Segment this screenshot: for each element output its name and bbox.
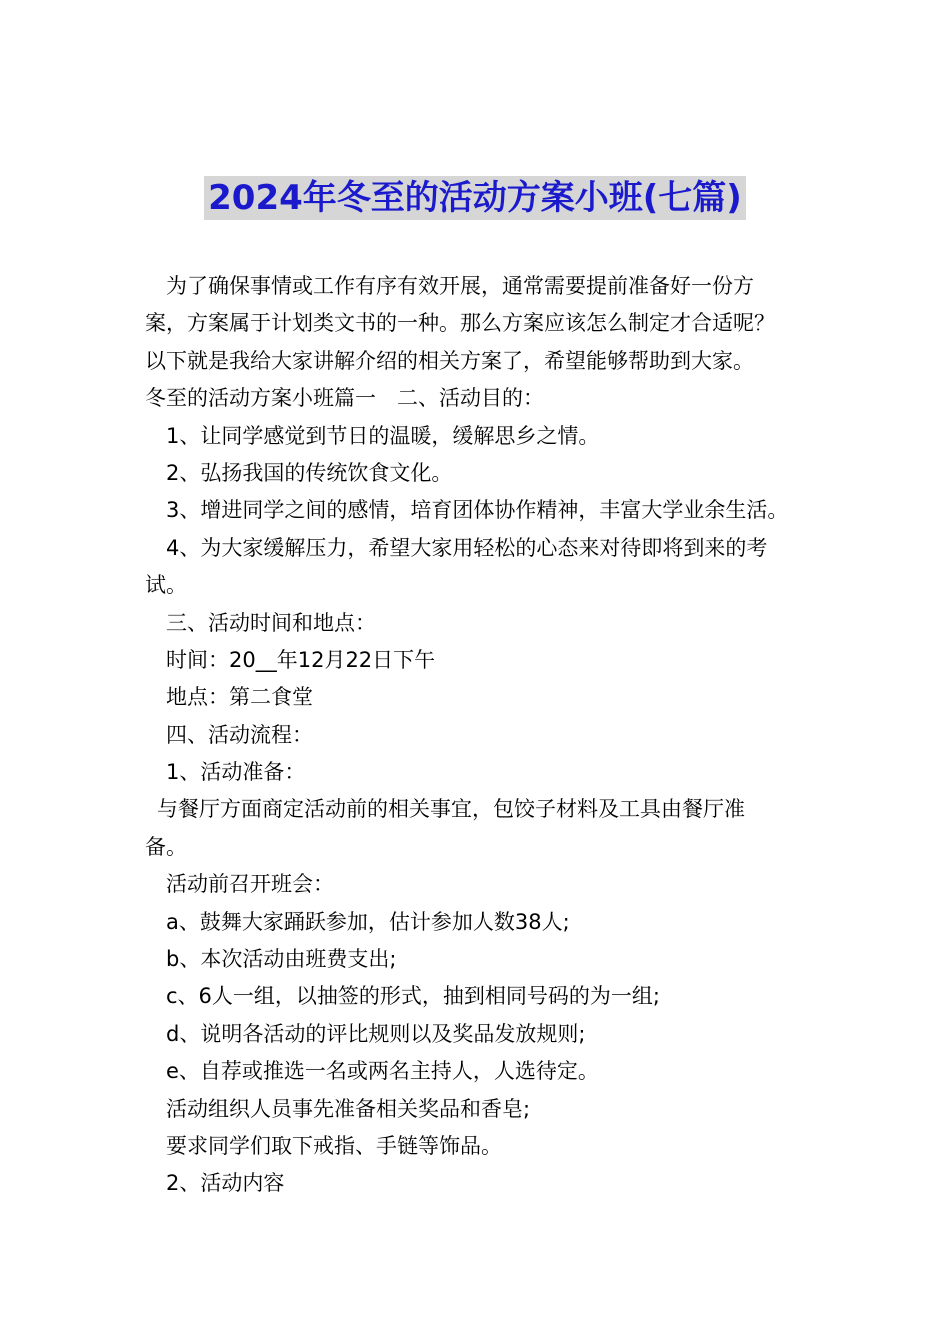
list-item: d、说明各活动的评比规则以及奖品发放规则; bbox=[166, 1021, 586, 1046]
section-heading: 四、活动流程： bbox=[166, 722, 313, 747]
list-item-continuation: 试。 bbox=[145, 573, 187, 598]
document-body bbox=[145, 268, 825, 1203]
list-item: 3、增进同学之间的感情，培育团体协作精神，丰富大学业余生活。 bbox=[166, 498, 789, 523]
section-heading: 三、活动时间和地点： bbox=[166, 610, 376, 635]
document-title: 2024年冬至的活动方案小班(七篇) bbox=[204, 176, 746, 220]
subsection-heading: 2、活动内容 bbox=[166, 1171, 285, 1196]
list-item: 1、让同学感觉到节日的温暖，缓解思乡之情。 bbox=[166, 423, 600, 448]
list-item: a、鼓舞大家踊跃参加，估计参加人数38人; bbox=[166, 909, 570, 934]
subsection-heading: 1、活动准备： bbox=[166, 760, 306, 785]
paragraph-line: 与餐厅方面商定活动前的相关事宜，包饺子材料及工具由餐厅准 bbox=[157, 797, 745, 822]
paragraph-line: 时间：20__年12月22日下午 bbox=[166, 647, 436, 672]
list-item: e、自荐或推选一名或两名主持人，人选待定。 bbox=[166, 1059, 599, 1084]
paragraph-line: 为了确保事情或工作有序有效开展，通常需要提前准备好一份方 bbox=[166, 274, 754, 298]
paragraph-line: 以下就是我给大家讲解介绍的相关方案了，希望能够帮助到大家。 bbox=[145, 348, 754, 373]
title-container bbox=[0, 176, 950, 220]
list-item: 4、为大家缓解压力，希望大家用轻松的心态来对待即将到来的考 bbox=[166, 535, 768, 560]
section-heading: 冬至的活动方案小班篇一 二、活动目的： bbox=[145, 386, 544, 411]
paragraph-line: 地点：第二食堂 bbox=[166, 685, 313, 710]
paragraph-line: 案，方案属于计划类文书的一种。那么方案应该怎么制定才合适呢？ bbox=[145, 311, 775, 336]
list-item: b、本次活动由班费支出; bbox=[166, 947, 397, 972]
list-item: 2、弘扬我国的传统饮食文化。 bbox=[166, 460, 453, 485]
list-item: c、6人一组，以抽签的形式，抽到相同号码的为一组; bbox=[166, 984, 660, 1009]
paragraph-line: 备。 bbox=[145, 834, 187, 859]
paragraph-line: 要求同学们取下戒指、手链等饰品。 bbox=[166, 1133, 502, 1158]
paragraph-line: 活动组织人员事先准备相关奖品和香皂; bbox=[166, 1096, 531, 1121]
paragraph-line: 活动前召开班会： bbox=[166, 872, 334, 897]
